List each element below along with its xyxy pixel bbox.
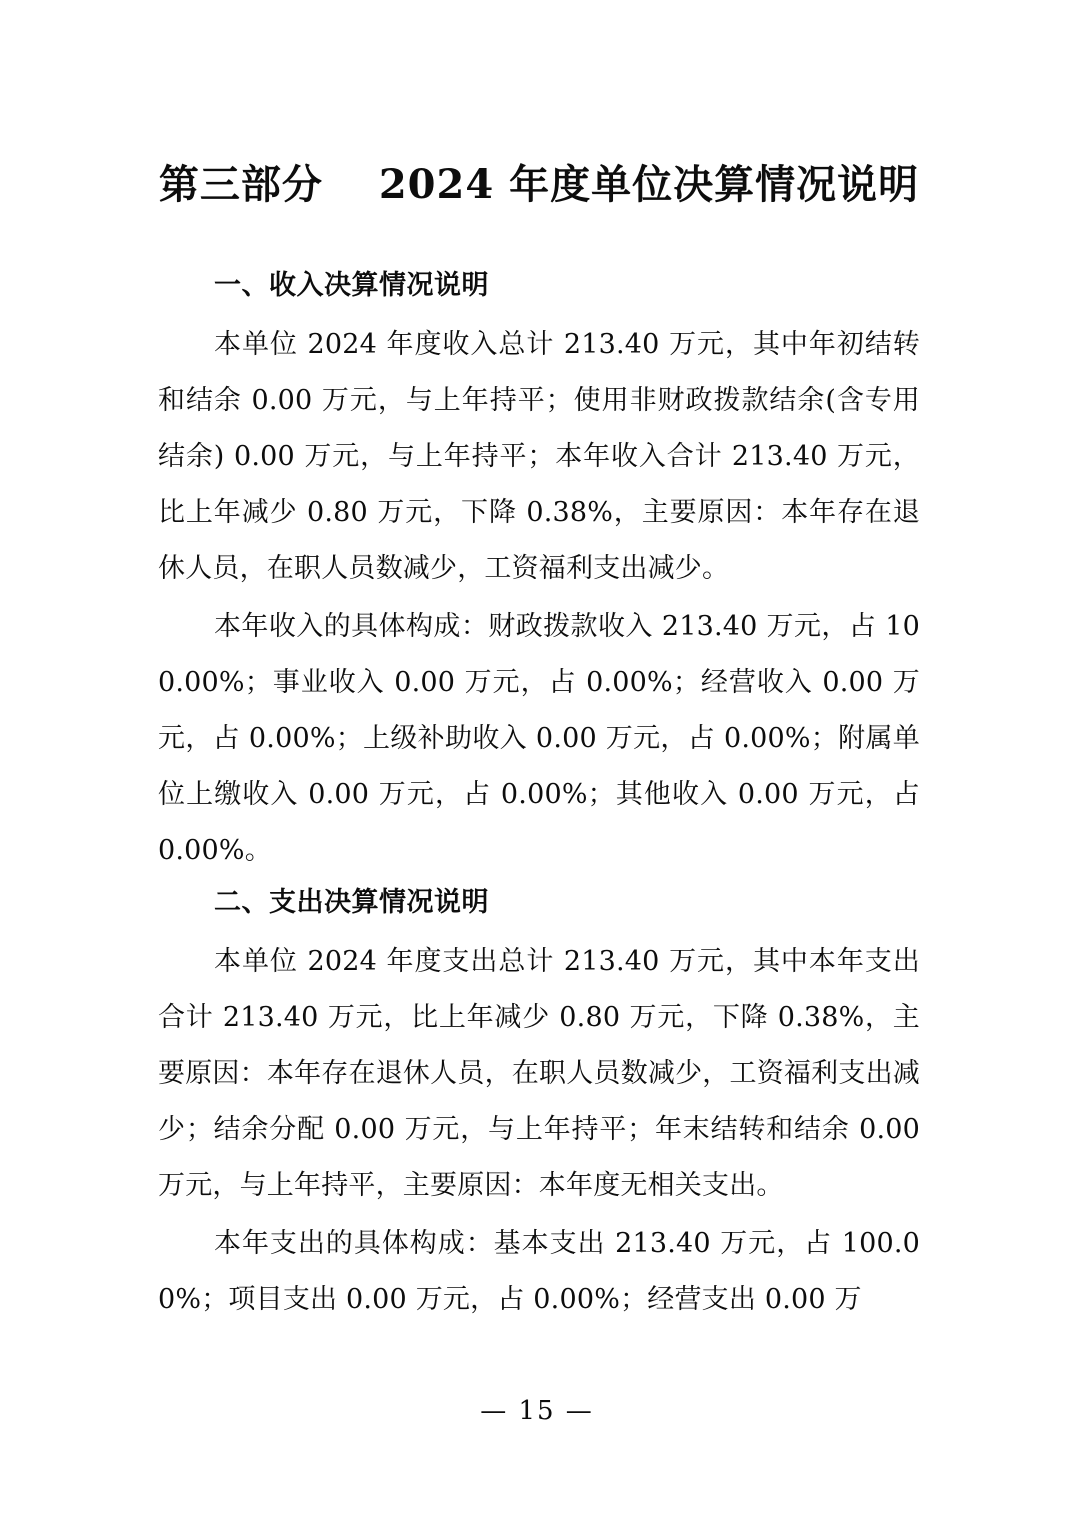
paragraph-income-composition: 本年收入的具体构成：财政拨款收入 213.40 万元，占 100.00%；事业收入 0.00 万元，占 0.00%；经营收入 0.00 万元，占 0.00%；上级补助收入 0.00 万元，占 0.00%；附属单位上缴收入 0.00 万元，占 0.00%；其他收入 0.00 万元，占 0.00%。 — [158, 611, 920, 867]
paragraph-expenditure-composition: 本年支出的具体构成：基本支出 213.40 万元，占 100.00%；项目支出 0.00 万元，占 0.00%；经营支出 0.00 万 — [158, 1228, 920, 1316]
section-heading-income: 一、收入决算情况说明 — [214, 270, 489, 301]
section-heading-expenditure: 二、支出决算情况说明 — [214, 887, 489, 919]
page-content — [158, 160, 920, 1330]
page-number: — 15 — — [480, 1396, 594, 1426]
paragraph-income-total: 本单位 2024 年度收入总计 213.40 万元，其中年初结转和结余 0.00 万元，与上年持平；使用非财政拨款结余(含专用结余) 0.00 万元，与上年持平；本年收入合计 213.40 万元，比上年减少 0.80 万元，下降 0.38%，主要原因：本年存在退休人员，在职人员数减少，工资福利支出减少。 — [158, 329, 920, 585]
paragraph-expenditure-total: 本单位 2024 年度支出总计 213.40 万元，其中本年支出合计 213.40 万元，比上年减少 0.80 万元，下降 0.38%，主要原因：本年存在退休人员，在职人员数减少，工资福利支出减少；结余分配 0.00 万元，与上年持平；年末结转和结余 0.00 万元，与上年持平，主要原因：本年度无相关支出。 — [158, 946, 920, 1202]
page-title: 第三部分 2024 年度单位决算情况说明 — [158, 161, 920, 208]
